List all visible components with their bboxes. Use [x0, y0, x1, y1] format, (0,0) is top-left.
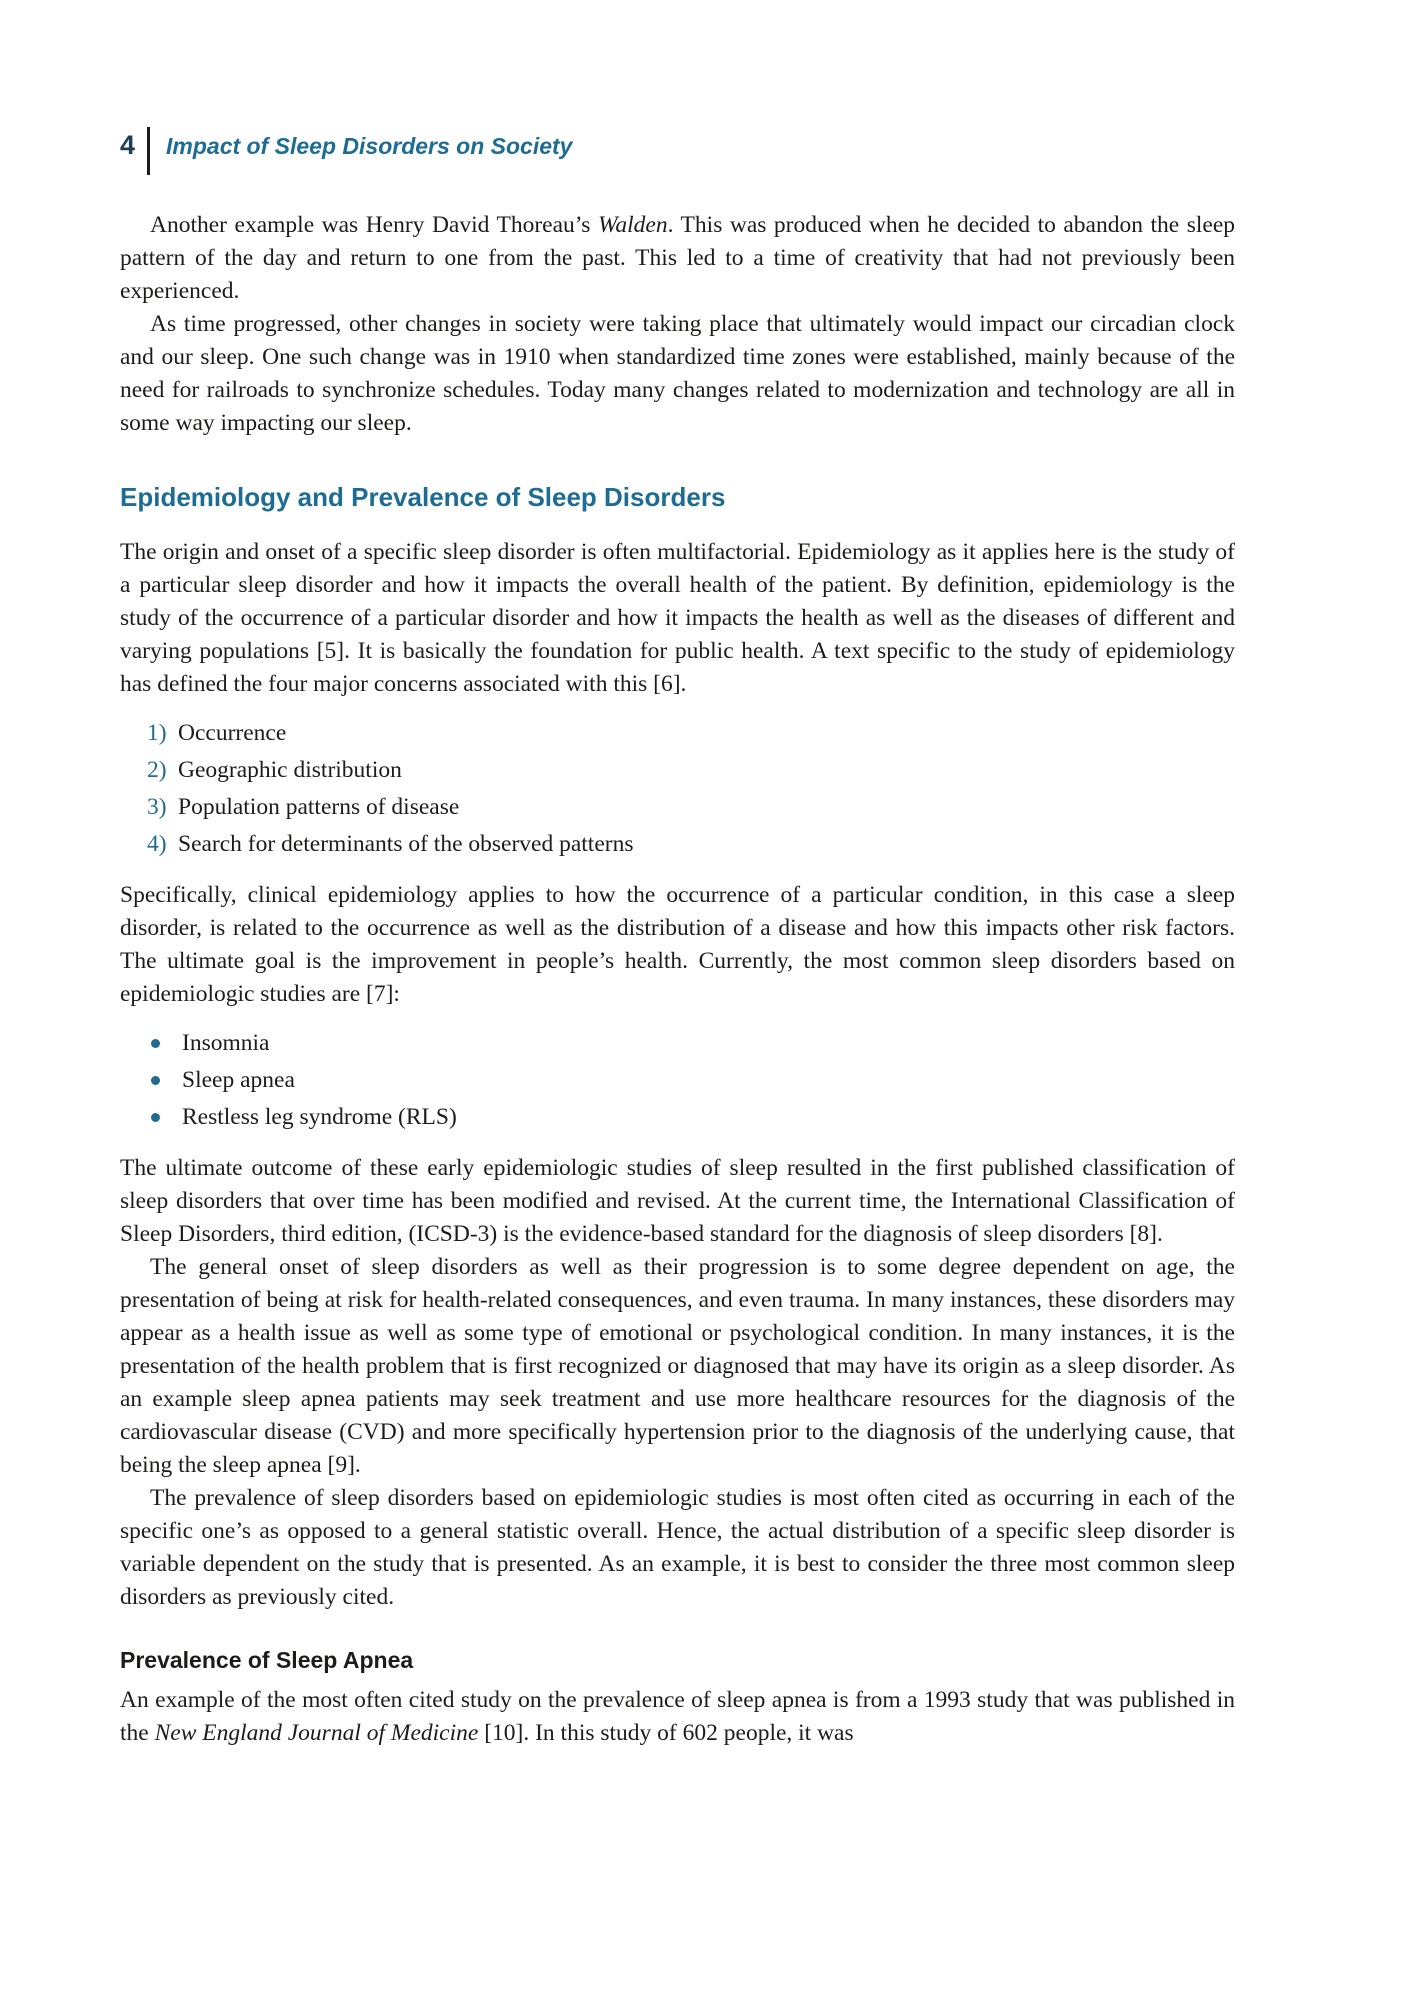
book-title-walden: Walden — [597, 212, 668, 238]
list-item — [120, 1062, 1235, 1099]
list-item-text: Sleep apnea — [182, 1067, 295, 1093]
numbered-list-epidemiology-concerns — [120, 715, 1235, 863]
list-number: 1) — [147, 720, 167, 746]
bullet-icon — [151, 1113, 160, 1122]
bullet-icon — [151, 1076, 160, 1085]
paragraph-apnea-study — [120, 1684, 1235, 1750]
paragraph-specifically: Specifically, clinical epidemiology applies to how the occurrence of a particular condition, in this case a sleep disorder, is related to the occurrence as well as the distribution of a disease and how this impacts other risk factors. The ultimate goal is the improvement in people’s health. Currently, the most common sleep disorders based on epidemiologic studies are [7]: — [120, 882, 1235, 1007]
list-item — [120, 826, 1235, 863]
bullet-list-common-disorders — [120, 1025, 1235, 1136]
list-item-text: Geographic distribution — [178, 757, 402, 783]
list-item-text: Occurrence — [178, 720, 287, 746]
bullet-icon — [151, 1039, 160, 1048]
list-item-text: Restless leg syndrome (RLS) — [182, 1104, 457, 1130]
list-number: 2) — [147, 757, 167, 783]
running-title: Impact of Sleep Disorders on Society — [166, 133, 573, 159]
list-number: 4) — [147, 831, 167, 857]
paragraph-origin: The origin and onset of a specific sleep disorder is often multifactorial. Epidemiology as it applies here is the study of a particular sleep disorder and how it impacts the overall health of the patient. By definition, epidemiology is the study of the occurrence of a particular disorder and how it impacts the health as well as the diseases of different and varying populations [5]. It is basically the foundation for public health. A text specific to the study of epidemiology has defined the four major concerns associated with this [6]. — [120, 539, 1235, 697]
paragraph-thoreau-pre: Another example was Henry David Thoreau’s — [150, 212, 598, 238]
running-head — [120, 130, 1235, 175]
journal-title-nejm: New England Journal of Medicine — [154, 1720, 479, 1746]
paragraph-onset: The general onset of sleep disorders as well as their progression is to some degree dependent on age, the presentation of being at risk for health-related consequences, and even trauma. In many instances, these disorders may appear as a health issue as well as some type of emotional or psychological condition. In many instances, it is the presentation of the health problem that is first recognized or diagnosed that may have its origin as a sleep disorder. As an example sleep apnea patients may seek treatment and use more healthcare resources for the diagnosis of the cardiovascular disease (CVD) and more specifically hypertension prior to the diagnosis of the underlying cause, that being the sleep apnea [9]. — [120, 1254, 1235, 1478]
paragraph-thoreau-post: . This was produced when he decided to abandon the sleep pattern of the day and return to one from the past. This led to a time of creativity that had not previously been experienced. — [120, 212, 1235, 304]
header-divider — [147, 127, 150, 175]
paragraph-prevalence: The prevalence of sleep disorders based on epidemiologic studies is most often cited as occurring in each of the specific one’s as opposed to a general statistic overall. Hence, the actual distribution of a specific sleep disorder is variable dependent on the study that is presented. As an example, it is best to consider the three most common sleep disorders as previously cited. — [120, 1485, 1235, 1610]
list-number: 3) — [147, 794, 167, 820]
section-heading-epidemiology: Epidemiology and Prevalence of Sleep Disorders — [120, 482, 726, 512]
page-number: 4 — [120, 130, 136, 160]
list-item — [120, 715, 1235, 752]
paragraph-thoreau — [120, 209, 1235, 308]
paragraph-outcome: The ultimate outcome of these early epidemiologic studies of sleep resulted in the first published classification of sleep disorders that over time has been modified and revised. At the current time, the International Classification of Sleep Disorders, third edition, (ICSD-3) is the evidence-based standard for the diagnosis of sleep disorders [8]. — [120, 1155, 1235, 1247]
paragraph-apnea-study-pre: An example of the most often cited study on the prevalence of sleep apnea is from a 1993 study that was published in the — [120, 1687, 1235, 1746]
list-item-text: Search for determinants of the observed patterns — [178, 831, 634, 857]
list-item-text: Population patterns of disease — [178, 794, 460, 820]
paragraph-apnea-study-post: [10]. In this study of 602 people, it was — [478, 1720, 854, 1746]
list-item — [120, 1099, 1235, 1136]
list-item — [120, 1025, 1235, 1062]
sub-heading-prevalence-sleep-apnea: Prevalence of Sleep Apnea — [120, 1647, 414, 1673]
list-item — [120, 752, 1235, 789]
list-item — [120, 789, 1235, 826]
list-item-text: Insomnia — [182, 1030, 270, 1056]
paragraph-time-zones: As time progressed, other changes in society were taking place that ultimately would impact our circadian clock and our sleep. One such change was in 1910 when standardized time zones were established, mainly because of the need for railroads to synchronize schedules. Today many changes related to modernization and technology are all in some way impacting our sleep. — [120, 311, 1235, 436]
